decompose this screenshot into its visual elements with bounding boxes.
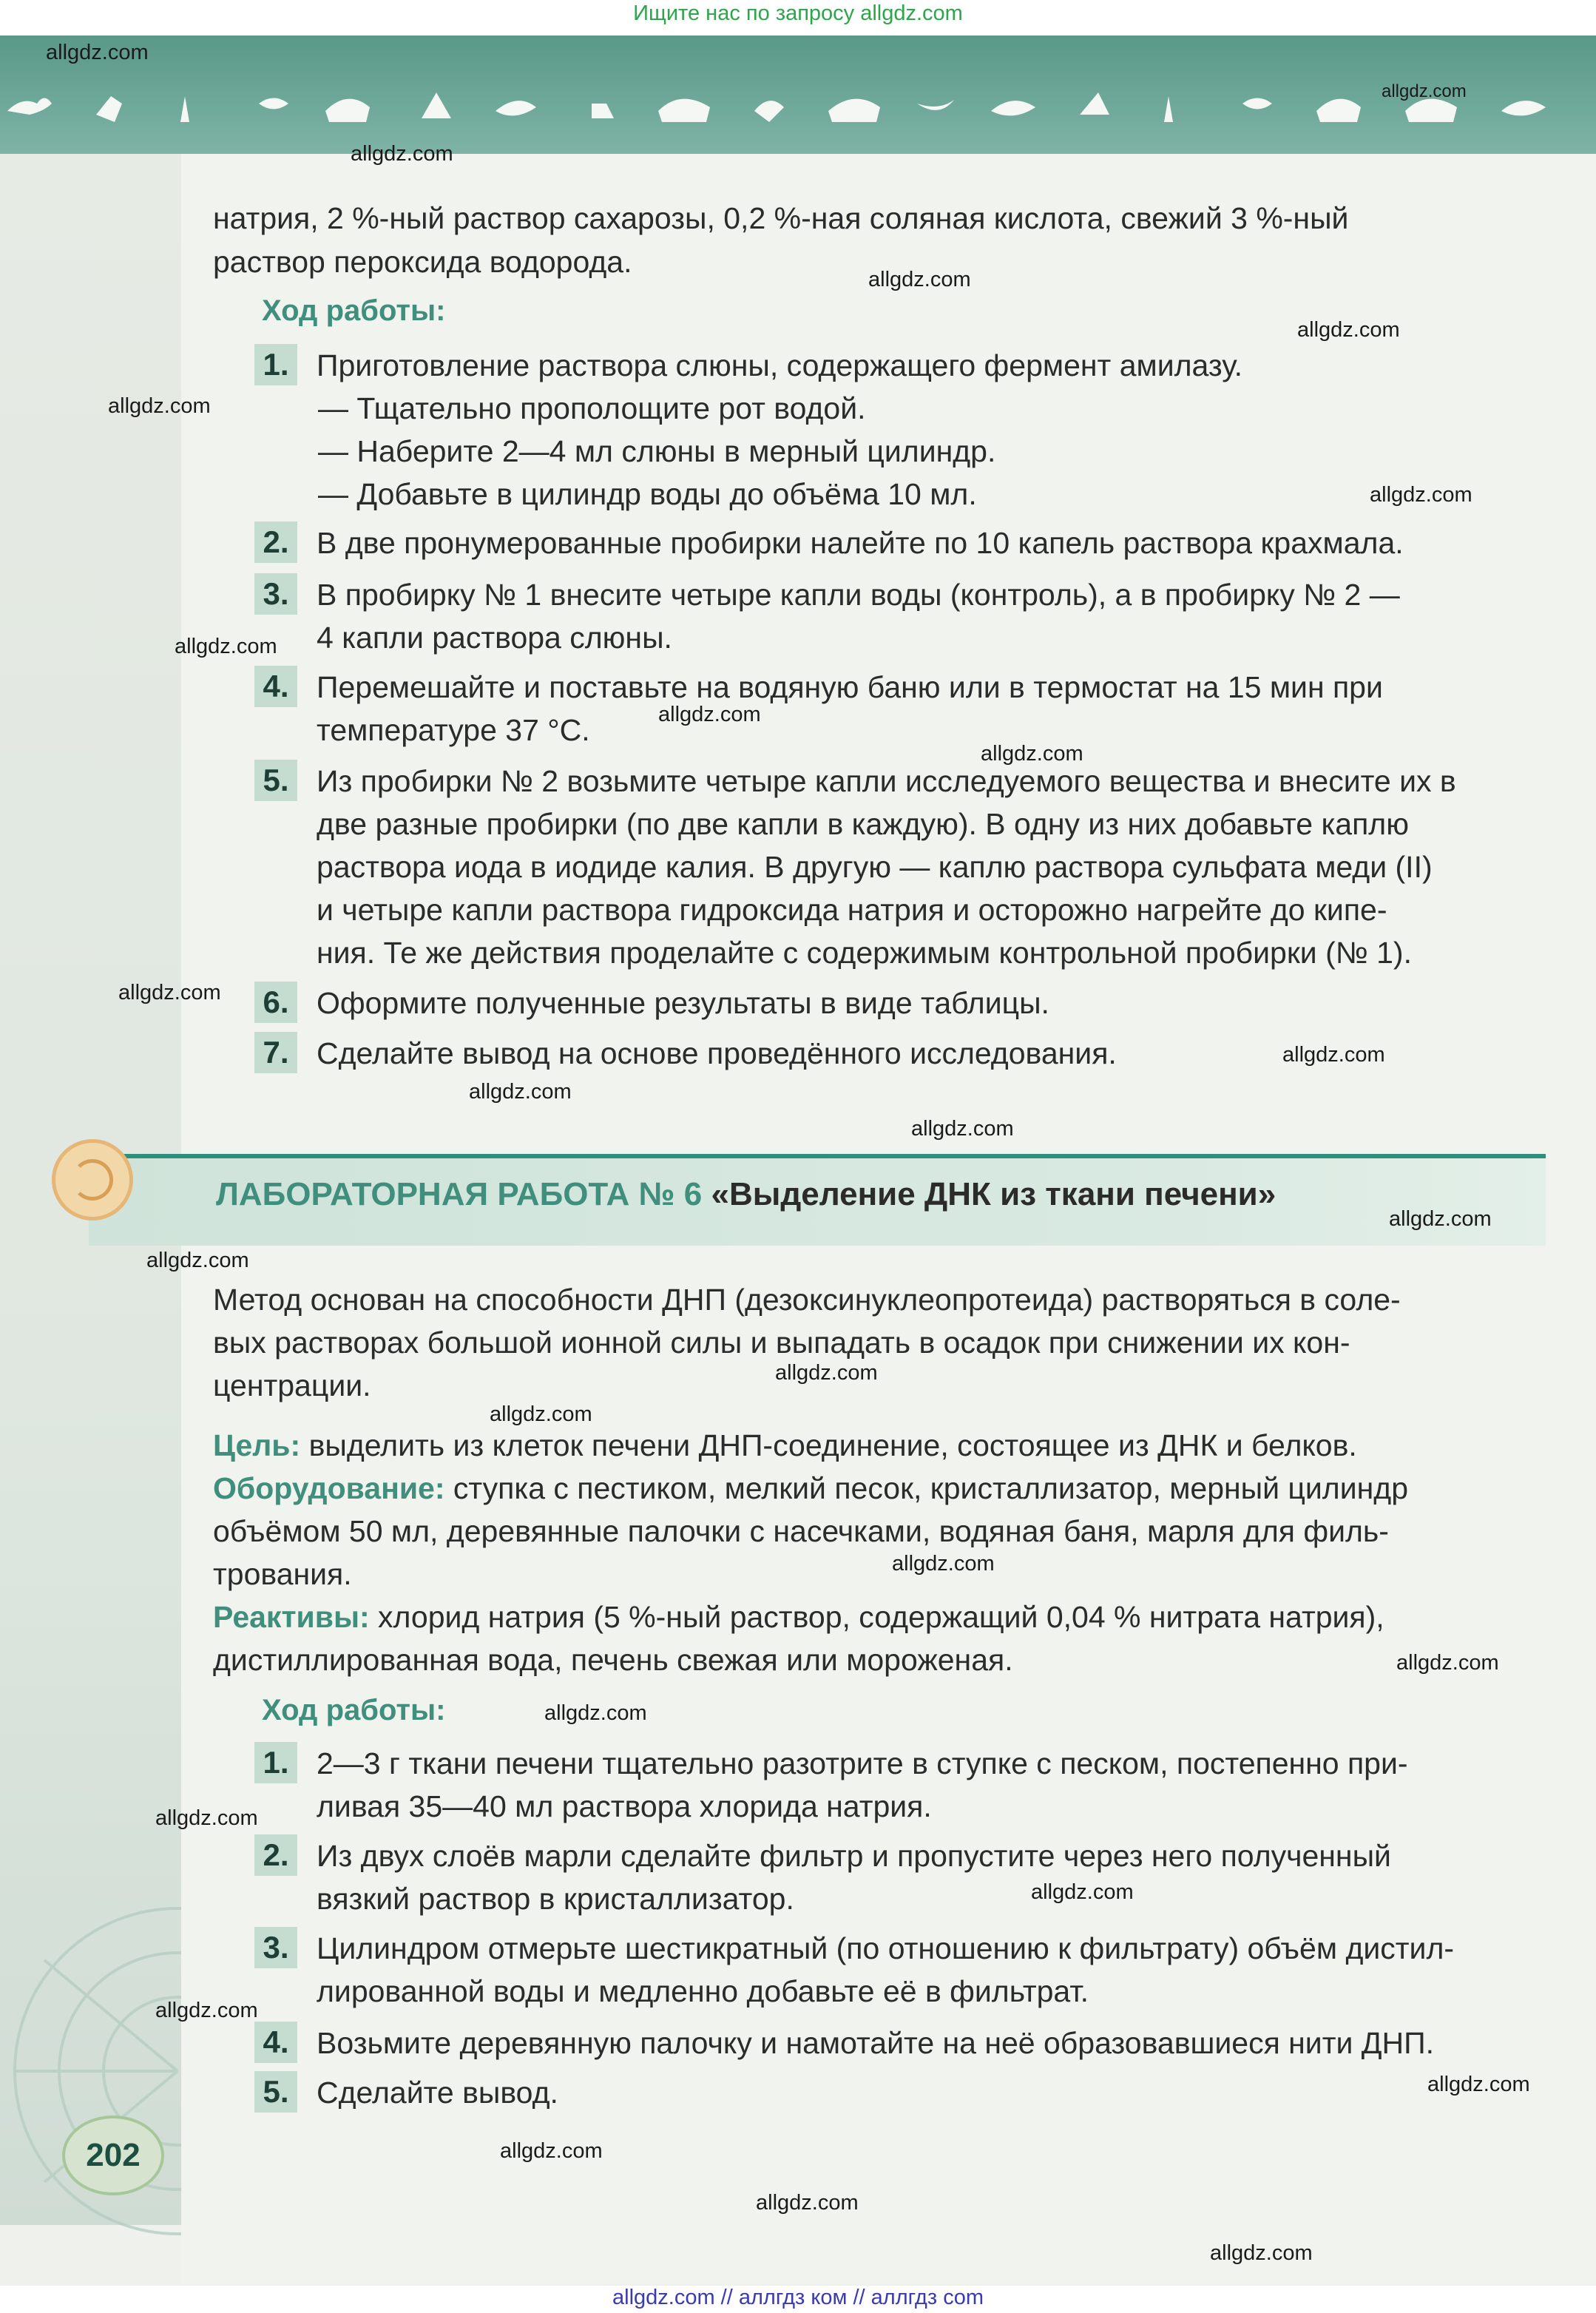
watermark: allgdz.com xyxy=(981,742,1083,766)
step-number: 6. xyxy=(254,982,297,1023)
goal-text: выделить из клеток печени ДНП-соединение, состоящее из ДНК и белков. xyxy=(308,1428,1357,1462)
step-number: 3. xyxy=(254,573,297,615)
method-text: центрации. xyxy=(213,1368,371,1402)
step-text: Возьмите деревянную палочку и намотайте на неё образовавшиеся нити ДНП. xyxy=(317,2026,1435,2060)
step-text: Приготовление раствора слюны, содержащего фермент амилазу. xyxy=(317,348,1242,382)
step-text: и четыре капли раствора гидроксида натрия и осторожно нагрейте до кипе- xyxy=(317,893,1387,927)
watermark: allgdz.com xyxy=(1427,2073,1530,2096)
procedure-heading: Ход работы: xyxy=(262,1694,446,1726)
equipment-label: Оборудование: xyxy=(213,1471,445,1505)
method-text: Метод основан на способности ДНП (дезоксинуклеопротеида) растворяться в соле- xyxy=(213,1283,1401,1317)
watermark: allgdz.com xyxy=(46,41,149,64)
equipment-text: объёмом 50 мл, деревянные палочки с насечками, водяная баня, марля для филь- xyxy=(213,1514,1389,1548)
watermark: allgdz.com xyxy=(911,1117,1014,1141)
step-text: В пробирку № 1 внесите четыре капли воды (контроль), а в пробирку № 2 — xyxy=(317,578,1400,612)
watermark: allgdz.com xyxy=(1370,483,1472,507)
watermark: allgdz.com xyxy=(756,2191,859,2215)
watermark: allgdz.com xyxy=(1297,318,1400,342)
watermark: allgdz.com xyxy=(108,394,211,418)
watermark: allgdz.com xyxy=(892,1552,995,1576)
step-text: Сделайте вывод. xyxy=(317,2076,558,2110)
step-text: 4 капли раствора слюны. xyxy=(317,621,672,655)
watermark: allgdz.com xyxy=(868,268,971,291)
watermark: allgdz.com xyxy=(175,635,277,658)
step-number: 1. xyxy=(254,344,297,385)
step-text: Из пробирки № 2 возьмите четыре капли исследуемого вещества и внесите их в xyxy=(317,764,1456,798)
watermark: allgdz.com xyxy=(1396,1651,1499,1675)
step-number: 4. xyxy=(254,2022,297,2063)
step-number: 3. xyxy=(254,1927,297,1968)
watermark: allgdz.com xyxy=(1382,81,1467,101)
step-text: — Наберите 2—4 мл слюны в мерный цилиндр. xyxy=(318,434,996,468)
step-text: ливая 35—40 мл раствора хлорида натрия. xyxy=(317,1789,932,1823)
step-text: две разные пробирки (по две капли в каждую). В одну из них добавьте каплю xyxy=(317,807,1409,841)
step-text: Перемешайте и поставьте на водяную баню или в термостат на 15 мин при xyxy=(317,670,1383,704)
equipment-text: трования. xyxy=(213,1557,352,1591)
equipment xyxy=(213,1467,1408,1510)
reagents-text: дистиллированная вода, печень свежая или мороженая. xyxy=(213,1643,1013,1677)
step-text: 2—3 г ткани печени тщательно разотрите в ступке с песком, постепенно при- xyxy=(317,1746,1408,1780)
intro-line: натрия, 2 %-ный раствор сахарозы, 0,2 %-ная соляная кислота, свежий 3 %-ный xyxy=(213,201,1349,235)
step-text: раствора иода в иодиде калия. В другую — каплю раствора сульфата меди (II) xyxy=(317,850,1433,884)
watermark: allgdz.com xyxy=(1282,1043,1385,1067)
step-number: 7. xyxy=(254,1032,297,1073)
step-text: лированной воды и медленно добавьте её в фильтрат. xyxy=(317,1974,1089,2008)
step-text: вязкий раствор в кристаллизатор. xyxy=(317,1882,794,1916)
watermark: allgdz.com xyxy=(155,1999,258,2022)
lab-name: «Выделение ДНК из ткани печени» xyxy=(711,1176,1277,1212)
watermark: allgdz.com xyxy=(146,1249,249,1272)
watermark: allgdz.com xyxy=(544,1701,647,1725)
animal-silhouettes-icon xyxy=(0,81,1596,133)
step-text: Цилиндром отмерьте шестикратный (по отношению к фильтрату) объём дистил- xyxy=(317,1931,1455,1965)
page-number: 202 xyxy=(62,2116,164,2195)
step-number: 5. xyxy=(254,2071,297,2113)
watermark: allgdz.com xyxy=(155,1806,258,1830)
step-number: 2. xyxy=(254,1834,297,1876)
watermark: allgdz.com xyxy=(490,1402,592,1426)
step-number: 2. xyxy=(254,521,297,563)
lab-title xyxy=(216,1176,1276,1213)
shell-icon xyxy=(52,1139,133,1220)
lab-number: ЛАБОРАТОРНАЯ РАБОТА № 6 xyxy=(216,1176,703,1212)
bottom-banner[interactable]: allgdz.com // аллгдз ком // аллгдз com xyxy=(612,2286,984,2309)
watermark: allgdz.com xyxy=(1210,2241,1313,2265)
step-text: Оформите полученные результаты в виде таблицы. xyxy=(317,986,1049,1020)
watermark: allgdz.com xyxy=(658,703,761,726)
step-text: Сделайте вывод на основе проведённого исследования. xyxy=(317,1036,1117,1070)
reagents-label: Реактивы: xyxy=(213,1600,370,1634)
top-banner[interactable]: Ищите нас по запросу allgdz.com xyxy=(633,1,963,25)
step-number: 1. xyxy=(254,1742,297,1783)
step-text: температуре 37 °С. xyxy=(317,713,590,747)
watermark: allgdz.com xyxy=(1389,1207,1492,1231)
watermark: allgdz.com xyxy=(1031,1880,1134,1904)
reagents-text: хлорид натрия (5 %-ный раствор, содержащий 0,04 % нитрата натрия), xyxy=(378,1600,1384,1634)
watermark: allgdz.com xyxy=(500,2139,603,2163)
equipment-text: ступка с пестиком, мелкий песок, кристаллизатор, мерный цилиндр xyxy=(453,1471,1409,1505)
step-text: — Тщательно прополощите рот водой. xyxy=(318,391,866,425)
watermark: allgdz.com xyxy=(469,1080,572,1104)
watermark: allgdz.com xyxy=(118,981,221,1004)
reagents xyxy=(213,1596,1384,1638)
step-text: Из двух слоёв марли сделайте фильтр и пропустите через него полученный xyxy=(317,1839,1391,1873)
watermark: allgdz.com xyxy=(351,142,453,166)
procedure-heading: Ход работы: xyxy=(262,294,446,327)
step-number: 5. xyxy=(254,760,297,801)
step-text: — Добавьте в цилиндр воды до объёма 10 мл. xyxy=(318,477,977,511)
watermark: allgdz.com xyxy=(775,1361,878,1385)
step-text: ния. Те же действия проделайте с содержимым контрольной пробирки (№ 1). xyxy=(317,936,1412,970)
step-number: 4. xyxy=(254,666,297,707)
step-text: В две пронумерованные пробирки налейте по 10 капель раствора крахмала. xyxy=(317,526,1404,560)
method-text: вых растворах большой ионной силы и выпадать в осадок при снижении их кон- xyxy=(213,1326,1350,1360)
goal xyxy=(213,1424,1357,1467)
goal-label: Цель: xyxy=(213,1428,301,1462)
intro-line: раствор пероксида водорода. xyxy=(213,245,632,279)
